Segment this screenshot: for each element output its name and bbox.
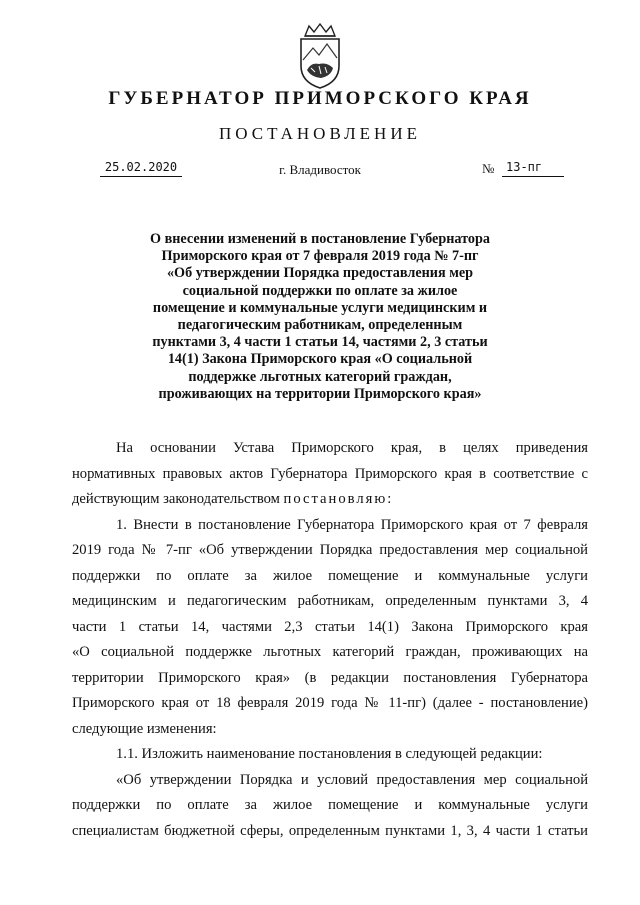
body-line: поддержки по оплате за жилое помещение и коммунальные услуги xyxy=(72,797,588,813)
document-number: 13-пг xyxy=(502,160,564,177)
body-line: поддержки по оплате за жилое помещение и коммунальные услуги xyxy=(72,567,588,584)
document-type: ПОСТАНОВЛЕНИЕ xyxy=(218,124,421,143)
subject-line: помещение и коммунальные услуги медицинским и xyxy=(152,299,488,316)
body-line: 2019 года № 7-пг «Об утверждении Порядка предоставления мер социальной xyxy=(72,542,588,558)
body-text-fragment: действующим законодательством xyxy=(72,491,284,507)
subject-line: О внесении изменений в постановление Губернатора xyxy=(150,231,490,247)
body-line: нормативных правовых актов Губернатора Приморского края в соответствие с xyxy=(72,465,588,482)
body-line: На основании Устава Приморского края, в целях приведения xyxy=(116,440,588,456)
body-line: следующие изменения: xyxy=(72,720,217,737)
body-line: части 1 статьи 14, частями 2,3 статьи 14(1) Закона Приморского края xyxy=(72,618,588,635)
document-body xyxy=(72,436,588,844)
coat-of-arms-emblem xyxy=(291,22,349,90)
body-line: специалистам бюджетной сферы, определенным пунктами 1, 3, 4 части 1 статьи xyxy=(72,822,588,839)
org-title: ГУБЕРНАТОР ПРИМОРСКОГО КРАЯ xyxy=(108,88,532,109)
body-line: медицинским и педагогическим работникам, определенным пунктами 3, 4 xyxy=(72,593,588,609)
subject-line: Приморского края от 7 февраля 2019 года № 7-пг xyxy=(161,248,479,265)
subject-line: 14(1) Закона Приморского края «О социальной xyxy=(167,351,473,368)
body-line: «Об утверждении Порядка и условий предоставления мер социальной xyxy=(116,771,588,788)
body-line: «О социальной поддержке льготных категорий граждан, проживающих на xyxy=(72,644,588,660)
document-date: 25.02.2020 xyxy=(100,160,182,177)
subject-line: пунктами 3, 4 части 1 статьи 14, частями 2, 3 статьи xyxy=(152,334,488,351)
body-line: Приморского края от 18 февраля 2019 года № 11-пг) (далее - постановление) xyxy=(72,695,588,711)
body-line: 1. Внести в постановление Губернатора Приморского края от 7 февраля xyxy=(116,516,588,533)
subject-line: поддержке льготных категорий граждан, xyxy=(188,368,452,385)
document-city: г. Владивосток xyxy=(279,162,361,177)
decree-word: постановляю xyxy=(283,491,388,507)
subject-line: педагогическим работникам, определенным xyxy=(177,317,463,334)
body-line: территории Приморского края» (в редакции постановления Губернатора xyxy=(72,669,588,686)
document-subject xyxy=(120,231,520,403)
body-line: 1.1. Изложить наименование постановления в следующей редакции: xyxy=(116,746,543,762)
document-meta-row xyxy=(0,160,640,184)
document-number-label: № xyxy=(482,161,495,176)
body-line xyxy=(72,487,588,513)
subject-line: проживающих на территории Приморского края» xyxy=(158,385,482,402)
body-text-fragment: : xyxy=(387,491,392,507)
subject-line: социальной поддержки по оплате за жилое xyxy=(182,282,458,299)
subject-line: «Об утверждении Порядка предоставления мер xyxy=(166,265,474,282)
